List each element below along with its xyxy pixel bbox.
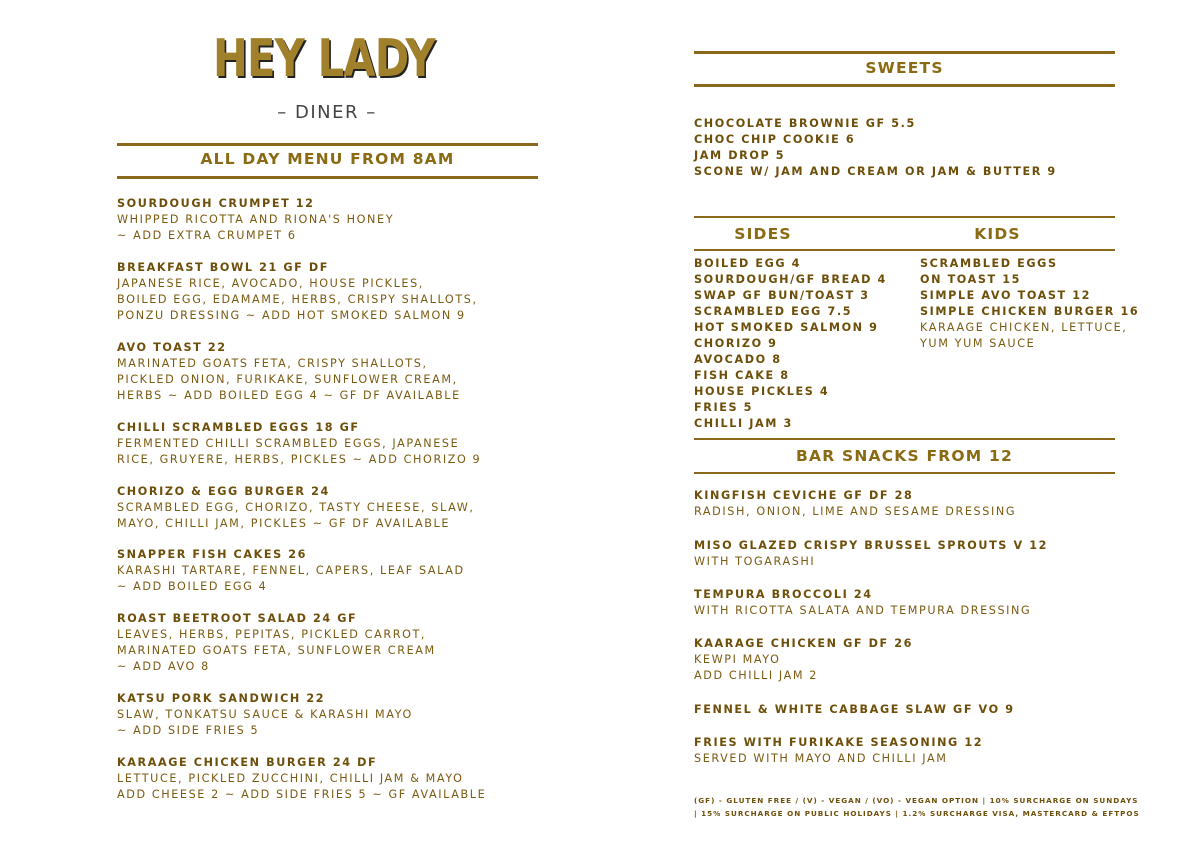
- menu-item-title: KINGFISH CEVICHE GF DF 28: [694, 489, 914, 502]
- list-item: CHILLI JAM 3: [694, 417, 793, 430]
- menu-item-desc: ~ ADD SIDE FRIES 5: [117, 724, 260, 737]
- menu-item-desc: ~ ADD AVO 8: [117, 660, 210, 673]
- menu-item-desc: PICKLED ONION, FURIKAKE, SUNFLOWER CREAM,: [117, 373, 458, 386]
- list-item-desc: KARAAGE CHICKEN, LETTUCE,: [920, 321, 1128, 334]
- brand-subtitle: – DINER –: [277, 102, 377, 123]
- list-item: SIMPLE AVO TOAST 12: [920, 289, 1092, 302]
- divider: [694, 216, 1115, 218]
- menu-item-desc: ADD CHEESE 2 ~ ADD SIDE FRIES 5 ~ GF AVAILABLE: [117, 788, 487, 801]
- menu-item-desc: LETTUCE, PICKLED ZUCCHINI, CHILLI JAM & MAYO: [117, 772, 464, 785]
- menu-item-desc: WHIPPED RICOTTA AND RIONA'S HONEY: [117, 213, 395, 226]
- menu-item-desc: MARINATED GOATS FETA, CRISPY SHALLOTS,: [117, 357, 428, 370]
- list-item: CHORIZO 9: [694, 337, 778, 350]
- menu-item-desc: FERMENTED CHILLI SCRAMBLED EGGS, JAPANESE: [117, 437, 460, 450]
- list-item: SWAP GF BUN/TOAST 3: [694, 289, 870, 302]
- menu-item-title: FRIES WITH FURIKAKE SEASONING 12: [694, 736, 984, 749]
- list-item: CHOC CHIP COOKIE 6: [694, 133, 856, 146]
- menu-item-title: ROAST BEETROOT SALAD 24 GF: [117, 612, 358, 625]
- list-item: FISH CAKE 8: [694, 369, 790, 382]
- divider: [694, 249, 1115, 251]
- list-item: SCRAMBLED EGGS: [920, 257, 1058, 270]
- menu-item-desc: JAPANESE RICE, AVOCADO, HOUSE PICKLES,: [117, 277, 424, 290]
- bar-snacks-heading: BAR SNACKS FROM 12: [796, 447, 1013, 465]
- list-item: SCRAMBLED EGG 7.5: [694, 305, 853, 318]
- menu-item-title: SOURDOUGH CRUMPET 12: [117, 197, 315, 210]
- footer-line: | 15% SURCHARGE ON PUBLIC HOLIDAYS | 1.2% SURCHARGE VISA, MASTERCARD & EFTPOS: [694, 809, 1140, 818]
- menu-item-title: FENNEL & WHITE CABBAGE SLAW GF VO 9: [694, 703, 1015, 716]
- menu-item-desc: SERVED WITH MAYO AND CHILLI JAM: [694, 752, 948, 765]
- menu-item-desc: WITH RICOTTA SALATA AND TEMPURA DRESSING: [694, 604, 1032, 617]
- list-item: ON TOAST 15: [920, 273, 1022, 286]
- list-item: AVOCADO 8: [694, 353, 782, 366]
- footer-line: (GF) - GLUTEN FREE / (V) - VEGAN / (VO) - VEGAN OPTION | 10% SURCHARGE ON SUNDAYS: [694, 796, 1139, 805]
- menu-item-desc: ADD CHILLI JAM 2: [694, 669, 818, 682]
- menu-item-title: CHILLI SCRAMBLED EGGS 18 GF: [117, 421, 360, 434]
- menu-item: [694, 538, 1048, 570]
- menu-item: [117, 691, 413, 739]
- menu-item-title: KAARAGE CHICKEN GF DF 26: [694, 637, 914, 650]
- list-item: HOT SMOKED SALMON 9: [694, 321, 879, 334]
- menu-item: [694, 636, 913, 684]
- all-day-heading: ALL DAY MENU FROM 8AM: [200, 150, 455, 168]
- menu-item-desc: PONZU DRESSING ~ ADD HOT SMOKED SALMON 9: [117, 309, 466, 322]
- menu-item-desc: RADISH, ONION, LIME AND SESAME DRESSING: [694, 505, 1017, 518]
- divider: [694, 438, 1115, 440]
- menu-item-desc: RICE, GRUYERE, HERBS, PICKLES ~ ADD CHORIZO 9: [117, 453, 482, 466]
- menu-item: [117, 755, 486, 803]
- list-item-desc: YUM YUM SAUCE: [920, 337, 1036, 350]
- list-item: SIMPLE CHICKEN BURGER 16: [920, 305, 1140, 318]
- divider: [117, 176, 538, 179]
- menu-item: [694, 488, 1016, 520]
- menu-item-desc: MAYO, CHILLI JAM, PICKLES ~ GF DF AVAILABLE: [117, 517, 451, 530]
- list-item: FRIES 5: [694, 401, 753, 414]
- menu-item-desc: BOILED EGG, EDAMAME, HERBS, CRISPY SHALLOTS,: [117, 293, 478, 306]
- menu-item-desc: HERBS ~ ADD BOILED EGG 4 ~ GF DF AVAILABLE: [117, 389, 461, 402]
- menu-item-title: KARAAGE CHICKEN BURGER 24 DF: [117, 756, 378, 769]
- menu-item-title: SNAPPER FISH CAKES 26: [117, 548, 308, 561]
- menu-item: [117, 340, 461, 404]
- menu-item: [117, 260, 478, 324]
- menu-item-desc: SCRAMBLED EGG, CHORIZO, TASTY CHEESE, SLAW,: [117, 501, 475, 514]
- menu-item-title: TEMPURA BROCCOLI 24: [694, 588, 873, 601]
- menu-item: [694, 735, 983, 767]
- menu-item-title: CHORIZO & EGG BURGER 24: [117, 485, 330, 498]
- menu-item-desc: SLAW, TONKATSU SAUCE & KARASHI MAYO: [117, 708, 413, 721]
- list-item: HOUSE PICKLES 4: [694, 385, 830, 398]
- menu-item: [117, 611, 436, 675]
- menu-item: [694, 702, 1015, 718]
- menu-item: [694, 587, 1031, 619]
- menu-item-desc: LEAVES, HERBS, PEPITAS, PICKLED CARROT,: [117, 628, 427, 641]
- menu-item-title: MISO GLAZED CRISPY BRUSSEL SPROUTS V 12: [694, 539, 1048, 552]
- kids-heading: KIDS: [974, 225, 1021, 243]
- kids-list: [920, 256, 1139, 352]
- list-item: SOURDOUGH/GF BREAD 4: [694, 273, 887, 286]
- menu-item-desc: KEWPI MAYO: [694, 653, 781, 666]
- list-item: JAM DROP 5: [694, 149, 786, 162]
- divider: [694, 84, 1115, 87]
- sweets-heading: SWEETS: [865, 59, 944, 77]
- menu-item-title: KATSU PORK SANDWICH 22: [117, 692, 326, 705]
- sides-list: [694, 256, 887, 432]
- menu-item: [117, 196, 394, 244]
- brand-logo: HEY LADY: [213, 29, 435, 89]
- menu-item-desc: WITH TOGARASHI: [694, 555, 816, 568]
- menu-item-title: BREAKFAST BOWL 21 GF DF: [117, 261, 330, 274]
- menu-item: [117, 484, 475, 532]
- menu-item-desc: KARASHI TARTARE, FENNEL, CAPERS, LEAF SALAD: [117, 564, 465, 577]
- menu-item: [117, 420, 481, 468]
- list-item: CHOCOLATE BROWNIE GF 5.5: [694, 117, 916, 130]
- divider: [117, 143, 538, 146]
- menu-item-desc: ~ ADD BOILED EGG 4: [117, 580, 268, 593]
- sweets-list: [694, 116, 1057, 180]
- divider: [694, 472, 1115, 474]
- menu-item-desc: MARINATED GOATS FETA, SUNFLOWER CREAM: [117, 644, 436, 657]
- list-item: BOILED EGG 4: [694, 257, 802, 270]
- menu-item-desc: ~ ADD EXTRA CRUMPET 6: [117, 229, 297, 242]
- list-item: SCONE W/ JAM AND CREAM OR JAM & BUTTER 9: [694, 165, 1057, 178]
- footer-note: [694, 794, 1140, 820]
- menu-item: [117, 547, 465, 595]
- divider: [694, 51, 1115, 54]
- menu-item-title: AVO TOAST 22: [117, 341, 227, 354]
- sides-heading: SIDES: [734, 225, 792, 243]
